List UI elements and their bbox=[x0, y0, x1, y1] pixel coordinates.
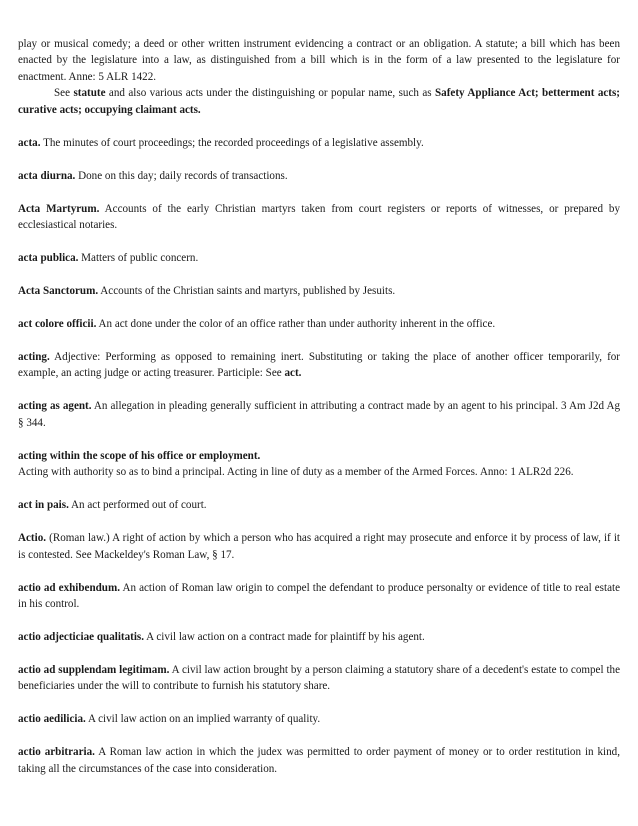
dictionary-entry bbox=[18, 398, 620, 431]
intro-continuation-text: play or musical comedy; a deed or other written instrument evidencing a contract or an obligation. A statute; a bill which has been enacted by the legislature into a law, as distinguished from a bill which is in the form of a law presented to the legislature for enactment. Anne: 5 ALR 1422. bbox=[18, 38, 620, 83]
entry-term: actio ad supplendam legitimam. bbox=[18, 664, 170, 677]
see-term-acts: Safety Appliance Act; betterment acts; curative acts; occupying claimant acts. bbox=[18, 87, 620, 116]
see-prefix: See bbox=[54, 87, 74, 100]
dictionary-entry bbox=[18, 349, 620, 382]
document-page bbox=[18, 36, 620, 794]
dictionary-entry bbox=[18, 201, 620, 234]
dictionary-entry bbox=[18, 168, 620, 184]
entry-term: acting. bbox=[18, 351, 50, 364]
entry-term: acta. bbox=[18, 136, 41, 149]
dictionary-entry bbox=[18, 580, 620, 613]
entry-definition: (Roman law.) A right of action by which a person who has acquired a right may prosecute and enforce it by process of law, if it is contested. See Mackeldey's Roman Law, § 17. bbox=[18, 532, 620, 561]
entry-term: acta publica. bbox=[18, 252, 79, 265]
entry-term: Acta Martyrum. bbox=[18, 202, 100, 215]
entry-definition: Matters of public concern. bbox=[78, 252, 199, 265]
entry-definition: Acting with authority so as to bind a principal. Acting in line of duty as a member of the Armed Forces. Anno: 1 ALR2d 226. bbox=[18, 466, 574, 479]
entry-definition: An act done under the color of an office rather than under authority inherent in the office. bbox=[96, 318, 496, 331]
dictionary-entry bbox=[18, 448, 620, 481]
entry-definition: A civil law action on a contract made for plaintiff by his agent. bbox=[144, 631, 425, 644]
entry-definition: Done on this day; daily records of transactions. bbox=[75, 169, 288, 182]
see-middle: and also various acts under the distinguishing or popular name, such as bbox=[105, 87, 435, 100]
entry-definition: An action of Roman law origin to compel the defendant to produce personalty or evidence of title to real estate in his control. bbox=[18, 581, 620, 611]
entry-definition: An act performed out of court. bbox=[68, 499, 207, 512]
entry-definition: An allegation in pleading generally sufficient in attributing a contract made by an agent to his principal. 3 Am J2d Ag § 344. bbox=[18, 400, 621, 429]
entry-definition: A Roman law action in which the judex was permitted to order payment of money or to order restitution in kind, taking all the circumstances of the case into consideration. bbox=[18, 746, 620, 775]
entry-term: acting within the scope of his office or employment. bbox=[18, 449, 261, 462]
entry-definition: Adjective: Performing as opposed to remaining inert. Substituting or taking the place of another officer temporarily, for example, an acting judge or acting treasurer. Participle: See bbox=[18, 351, 620, 380]
entry-term: acta diurna. bbox=[18, 169, 76, 182]
entry-definition: Accounts of the early Christian martyrs taken from court registers or reports of witnesses, or prepared by ecclesiastical notaries. bbox=[18, 202, 620, 232]
entry-term: Actio. bbox=[18, 532, 47, 545]
see-term-statute: statute bbox=[73, 87, 106, 100]
dictionary-entry bbox=[18, 744, 620, 777]
entry-term: actio adjecticiae qualitatis. bbox=[18, 631, 145, 644]
entry-definition: A civil law action brought by a person claiming a statutory share of a decedent's estate to compel the beneficiaries under the will to contribute to furnish his statutory share. bbox=[18, 664, 621, 693]
dictionary-entry bbox=[18, 629, 620, 645]
entry-see-reference: act. bbox=[284, 367, 302, 380]
dictionary-entry bbox=[18, 135, 620, 151]
entry-term: acting as agent. bbox=[18, 400, 92, 413]
dictionary-entry bbox=[18, 662, 620, 695]
entry-definition: Accounts of the Christian saints and martyrs, published by Jesuits. bbox=[98, 285, 396, 298]
dictionary-entry bbox=[18, 711, 620, 727]
entry-term: actio ad exhibendum. bbox=[18, 581, 120, 594]
dictionary-entry bbox=[18, 283, 620, 299]
entry-list bbox=[18, 135, 620, 778]
entry-term: act colore officii. bbox=[18, 318, 97, 331]
entry-term: act in pais. bbox=[18, 499, 69, 512]
dictionary-entry bbox=[18, 530, 620, 563]
dictionary-entry bbox=[18, 316, 620, 332]
intro-continuation bbox=[18, 36, 620, 85]
dictionary-entry bbox=[18, 497, 620, 513]
entry-term: Acta Sanctorum. bbox=[18, 285, 99, 298]
entry-definition: A civil law action on an implied warranty of quality. bbox=[85, 713, 321, 726]
dictionary-entry bbox=[18, 250, 620, 266]
entry-term: actio aedilicia. bbox=[18, 713, 86, 726]
intro-see-also bbox=[18, 85, 620, 118]
entry-term: actio arbitraria. bbox=[18, 746, 95, 759]
entry-definition: The minutes of court proceedings; the recorded proceedings of a legislative assembly. bbox=[40, 136, 424, 149]
